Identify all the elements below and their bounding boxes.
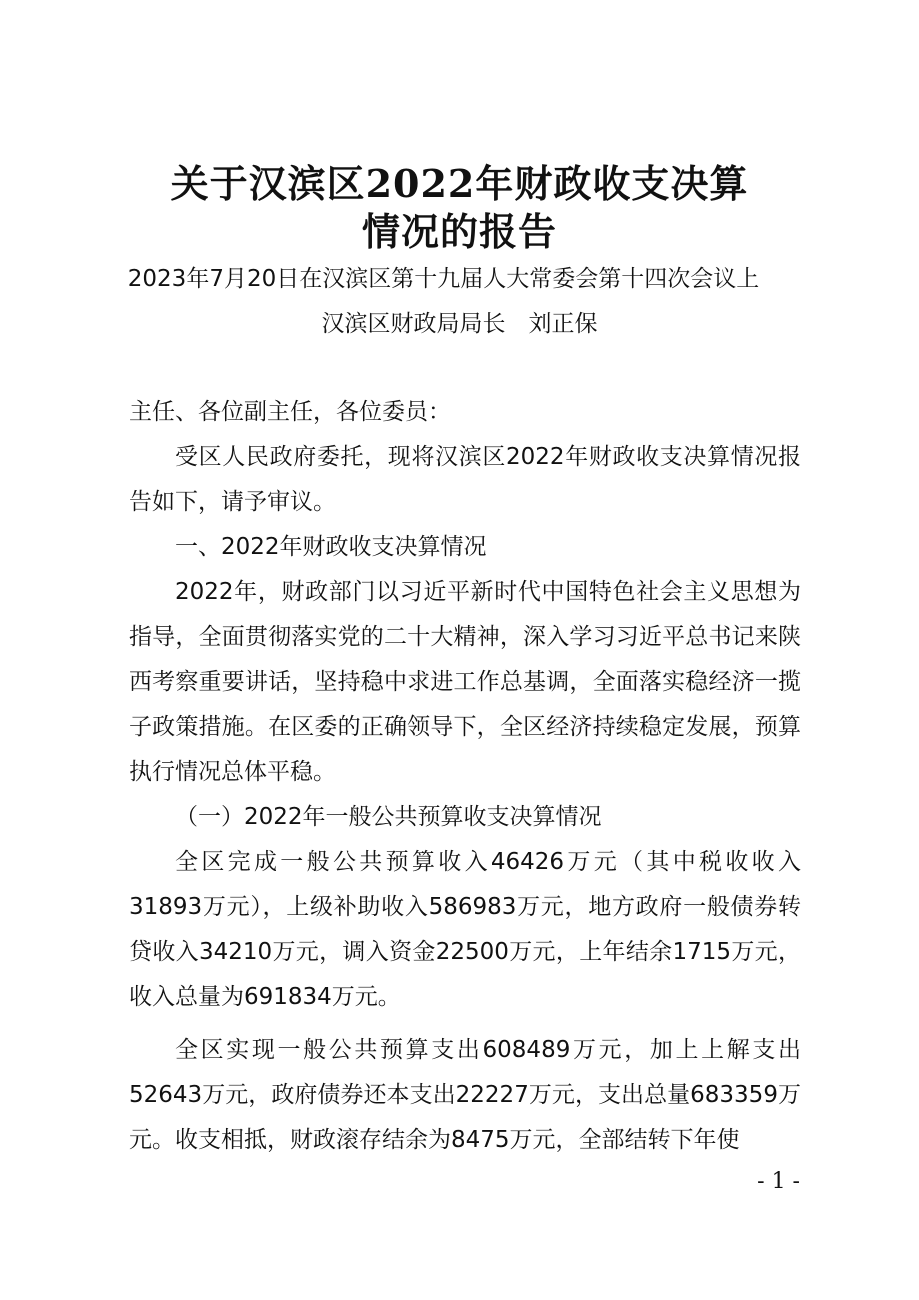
revenue-paragraph: 全区完成一般公共预算收入46426万元（其中税收收入31893万元），上级补助收入586983万元，地方政府一般债券转贷收入34210万元，调入资金22500万元，上年结余1715万元，收入总量为691834万元。 (129, 849, 801, 1010)
section-heading-1: 一、2022年财政收支决算情况 (175, 534, 487, 560)
salutation: 主任、各位副主任，各位委员： (129, 399, 451, 425)
report-title-line-2: 情况的报告 (361, 209, 557, 254)
intro-paragraph: 受区人民政府委托，现将汉滨区2022年财政收支决算情况报告如下，请予审议。 (129, 444, 801, 515)
page-number: - 1 - (757, 1169, 800, 1194)
subsection-heading-1: （一）2022年一般公共预算收支决算情况 (175, 804, 602, 830)
expenditure-paragraph: 全区实现一般公共预算支出608489万元，加上上解支出52643万元，政府债券还本支出22227万元，支出总量683359万元。收支相抵，财政滚存结余为8475万元，全部结转下年使 (129, 1037, 801, 1153)
section-1-paragraph: 2022年，财政部门以习近平新时代中国特色社会主义思想为指导，全面贯彻落实党的二十大精神，深入学习习近平总书记来陕西考察重要讲话，坚持稳中求进工作总基调，全面落实稳经济一揽子政策措施。在区委的正确领导下，全区经济持续稳定发展，预算执行情况总体平稳。 (129, 579, 801, 785)
body-text (129, 390, 801, 1163)
meeting-subtitle: 2023年7月20日在汉滨区第十九届人大常委会第十四次会议上 (127, 266, 760, 292)
reporter-line: 汉滨区财政局局长 刘正保 (321, 311, 598, 337)
report-title-line-1: 关于汉滨区2022年财政收支决算 (170, 161, 749, 206)
